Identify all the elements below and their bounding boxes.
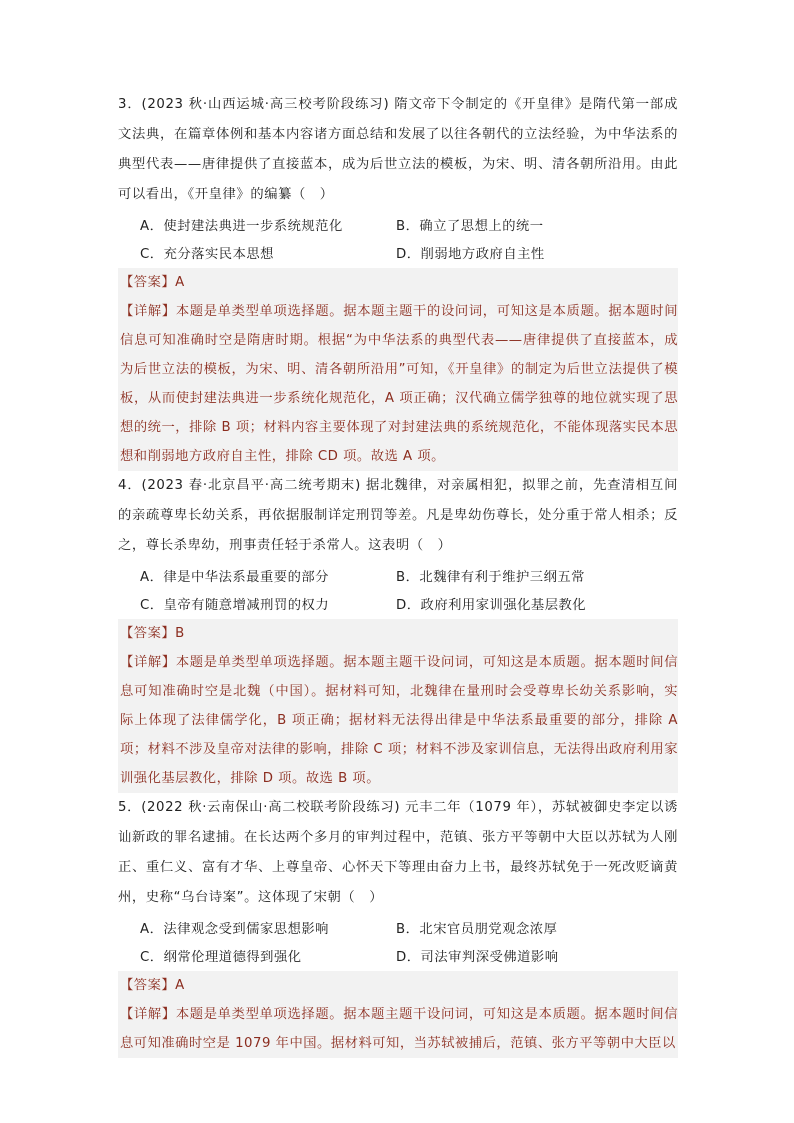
question-text: 5．(2022 秋·云南保山·高二校联考阶段练习) 元丰二年（1079 年），苏轼被御史李定以诱讪新政的罪名逮捕。在长达两个多月的审判过程中，范镇、张方平等朝中大臣以苏轼为人刚正、重仁义、富有才华、上尊皇帝、心怀天下等理由奋力上书，最终苏轼免于一死改贬谪黄州，史称“乌台诗案”。这体现了宋朝（ ）	[118, 800, 678, 905]
answer-label: 【答案】A	[120, 275, 185, 290]
answer-detail: 【详解】本题是单类型单项选择题。据本题主题干的设问词，可知这是本质题。据本题时间信息可知准确时空是隋唐时期。根据“为中华法系的典型代表——唐律提供了直接蓝本，成为后世立法的模板，为宋、明、清各朝所沿用”可知，《开皇律》的制定为后世立法提供了模板，从而使封建法典进一步系统化规范化，A 项正确；汉代确立儒学独尊的地位就实现了思想的统一，排除 B 项；材料内容主要体现了对封建法典的系统规范化，不能体现落实民本思想和削弱地方政府自主性，排除 CD 项。故选 A 项。	[120, 304, 678, 464]
option-b: B．确立了思想上的统一	[396, 218, 544, 234]
answer-block	[118, 619, 678, 793]
option-a: A．法律观念受到儒家思想影响	[140, 921, 329, 937]
answer-label: 【答案】A	[120, 978, 185, 993]
option-d: D．政府利用家训强化基层教化	[396, 597, 587, 613]
options	[118, 913, 678, 969]
option-b: B．北宋官员朋党观念浓厚	[396, 921, 558, 937]
answer-block	[118, 268, 678, 471]
option-a: A．律是中华法系最重要的部分	[140, 569, 329, 585]
answer-detail: 【详解】本题是单类型单项选择题。据本题主题干设问词，可知这是本质题。据本题时间信息可知准确时空是 1079 年中国。据材料可知，当苏轼被捕后，范镇、张方平等朝中大臣以	[120, 1007, 678, 1051]
option-c: C．充分落实民本思想	[140, 246, 274, 262]
question-text: 4．(2023 春·北京昌平·高二统考期末) 据北魏律，对亲属相犯，拟罪之前，先查清相互间的亲疏尊卑长幼关系，再依据服制详定刑罚等差。凡是卑幼伤尊长，处分重于常人相杀；反之，尊长杀卑幼，刑事责任轻于杀常人。这表明（ ）	[118, 478, 678, 553]
option-b: B．北魏律有利于维护三纲五常	[396, 569, 585, 585]
question-3	[118, 90, 678, 471]
option-d: D．削弱地方政府自主性	[396, 246, 545, 262]
question-4	[118, 471, 678, 793]
option-c: C．皇帝有随意增减刑罚的权力	[140, 597, 330, 613]
options	[118, 210, 678, 266]
option-c: C．纲常伦理道德得到强化	[140, 949, 302, 965]
question-5	[118, 793, 678, 1058]
question-text: 3．(2023 秋·山西运城·高三校考阶段练习) 隋文帝下令制定的《开皇律》是隋代第一部成文法典，在篇章体例和基本内容诸方面总结和发展了以往各朝代的立法经验，为中华法系的典型代表——唐律提供了直接蓝本，成为后世立法的模板，为宋、明、清各朝所沿用。由此可以看出，《开皇律》的编纂（ ）	[118, 97, 678, 202]
option-a: A．使封建法典进一步系统规范化	[140, 218, 343, 234]
option-d: D．司法审判深受佛道影响	[396, 949, 559, 965]
answer-label: 【答案】B	[120, 626, 185, 641]
answer-detail: 【详解】本题是单类型单项选择题。据本题主题干设问词，可知这是本质题。据本题时间信息可知准确时空是北魏（中国）。据材料可知，北魏律在量刑时会受尊卑长幼关系影响，实际上体现了法律儒学化，B 项正确；据材料无法得出律是中华法系最重要的部分，排除 A 项；材料不涉及皇帝对法律的影响，排除 C 项；材料不涉及家训信息，无法得出政府利用家训强化基层教化，排除 D 项。故选 B 项。	[120, 655, 678, 786]
answer-block	[118, 971, 678, 1058]
options	[118, 561, 678, 617]
document-content	[118, 90, 678, 1058]
